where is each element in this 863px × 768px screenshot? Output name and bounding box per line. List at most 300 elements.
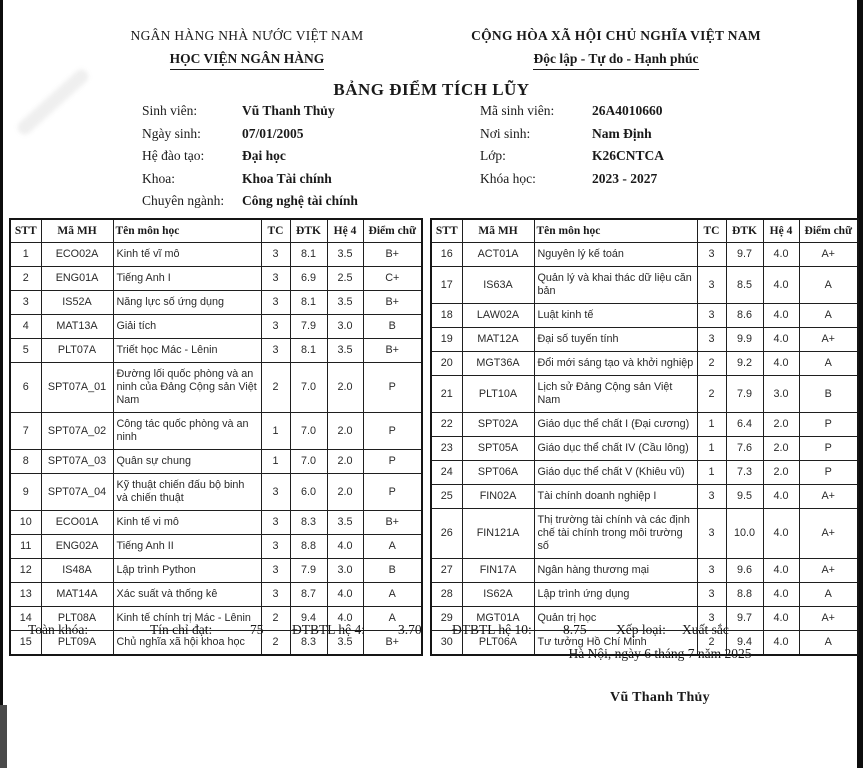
row-stt: 27 (431, 559, 462, 583)
score-10: 8.1 (290, 339, 327, 363)
table-header-row (431, 219, 858, 243)
student-name-label: Sinh viên: (142, 103, 198, 118)
course-code: FIN121A (462, 509, 534, 559)
score-4: 4.0 (763, 631, 799, 656)
course-name: Năng lực số ứng dụng (113, 291, 261, 315)
info-row-birth-date (142, 126, 358, 149)
info-row-birth-place (480, 126, 664, 149)
letter-grade: A (799, 631, 858, 656)
score-10: 6.4 (726, 413, 763, 437)
birth-place-label: Nơi sinh: (480, 125, 531, 141)
letter-grade: A (799, 304, 858, 328)
student-id-value: 26A4010660 (592, 103, 663, 118)
course-name: Đổi mới sáng tạo và khởi nghiệp (534, 352, 697, 376)
row-stt: 18 (431, 304, 462, 328)
course-code: FIN02A (462, 485, 534, 509)
credits: 3 (261, 559, 290, 583)
course-name: Giáo dục thể chất IV (Cầu lông) (534, 437, 697, 461)
score-4: 4.0 (763, 352, 799, 376)
letter-grade: A (363, 535, 422, 559)
table-row (10, 291, 422, 315)
course-name: Nguyên lý kế toán (534, 243, 697, 267)
table-row (431, 461, 858, 485)
score-4: 4.0 (763, 607, 799, 631)
credits: 1 (697, 437, 726, 461)
score-10: 9.2 (726, 352, 763, 376)
letter-grade: P (363, 413, 422, 450)
score-4: 2.0 (763, 437, 799, 461)
row-stt: 6 (10, 363, 41, 413)
score-4: 2.0 (327, 413, 363, 450)
course-code: MGT01A (462, 607, 534, 631)
row-stt: 14 (10, 607, 41, 631)
page-title: BẢNG ĐIỂM TÍCH LŨY (333, 80, 530, 99)
course-code: PLT10A (462, 376, 534, 413)
credits: 3 (261, 267, 290, 291)
course-name: Kỹ thuật chiến đấu bộ binh và chiến thuật (113, 474, 261, 511)
table-row (10, 474, 422, 511)
score-10: 7.9 (290, 315, 327, 339)
course-code: ENG01A (41, 267, 113, 291)
score-4: 3.0 (327, 315, 363, 339)
score-10: 7.0 (290, 413, 327, 450)
score-4: 3.0 (327, 559, 363, 583)
letter-grade: A (363, 583, 422, 607)
class-value: K26CNTCA (592, 148, 665, 164)
table-row (10, 450, 422, 474)
score-10: 8.1 (290, 243, 327, 267)
program-value: Đại học (242, 148, 286, 164)
header-score-10: ĐTK (290, 219, 327, 243)
row-stt: 21 (431, 376, 462, 413)
row-stt: 13 (10, 583, 41, 607)
row-stt: 15 (10, 631, 41, 656)
credits: 3 (697, 607, 726, 631)
letter-grade: A (799, 352, 858, 376)
info-row-major (142, 193, 358, 216)
table-row (10, 243, 422, 267)
header-course-name: Tên môn học (534, 219, 697, 243)
header-score-10: ĐTK (726, 219, 763, 243)
score-10: 9.4 (290, 607, 327, 631)
score-4: 4.0 (763, 485, 799, 509)
table-row (10, 583, 422, 607)
credits: 3 (261, 583, 290, 607)
course-code: SPT07A_03 (41, 450, 113, 474)
course-name: Thị trường tài chính và các định chế tài chính trong môi trường số (534, 509, 697, 559)
score-4: 3.5 (327, 511, 363, 535)
course-name: Quản lý và khai thác dữ liệu căn bản (534, 267, 697, 304)
course-code: SPT07A_02 (41, 413, 113, 450)
classification-label: Xếp loại: (616, 622, 666, 637)
table-row (431, 485, 858, 509)
date-place-line: Hà Nội, ngày 6 tháng 7 năm 2025 (568, 646, 752, 661)
score-10: 8.7 (290, 583, 327, 607)
score-10: 9.6 (726, 559, 763, 583)
row-stt: 3 (10, 291, 41, 315)
table-row (10, 511, 422, 535)
table-row (431, 376, 858, 413)
course-code: SPT07A_01 (41, 363, 113, 413)
letter-grade: A+ (799, 243, 858, 267)
course-name: Tiếng Anh I (113, 267, 261, 291)
program-label: Hệ đào tạo: (142, 148, 205, 164)
scan-edge-left (0, 0, 3, 705)
birth-date-value: 07/01/2005 (242, 125, 304, 141)
course-code: MAT13A (41, 315, 113, 339)
course-name: Tiếng Anh II (113, 535, 261, 559)
score-4: 3.5 (327, 243, 363, 267)
score-10: 7.0 (290, 363, 327, 413)
row-stt: 28 (431, 583, 462, 607)
birth-place-value: Nam Định (592, 125, 652, 141)
row-stt: 4 (10, 315, 41, 339)
course-name: Chủ nghĩa xã hội khoa học (113, 631, 261, 656)
info-row-student-id (480, 103, 664, 126)
course-name: Ngân hàng thương mại (534, 559, 697, 583)
letter-grade: B+ (363, 291, 422, 315)
course-name: Giáo dục thể chất I (Đại cương) (534, 413, 697, 437)
credits: 3 (261, 315, 290, 339)
row-stt: 29 (431, 607, 462, 631)
letter-grade: A+ (799, 559, 858, 583)
course-name: Tư tưởng Hồ Chí Minh (534, 631, 697, 656)
course-code: ENG02A (41, 535, 113, 559)
letter-grade: B+ (363, 339, 422, 363)
table-row (10, 413, 422, 450)
issuer-parent-org: NGÂN HÀNG NHÀ NƯỚC VIỆT NAM (130, 28, 364, 43)
score-10: 8.5 (726, 267, 763, 304)
credits: 3 (261, 243, 290, 267)
letter-grade: C+ (363, 267, 422, 291)
letter-grade: A+ (799, 607, 858, 631)
course-code: SPT06A (462, 461, 534, 485)
grade-tables (9, 218, 857, 656)
score-10: 8.3 (290, 511, 327, 535)
course-name: Kinh tế vi mô (113, 511, 261, 535)
score-4: 3.5 (327, 631, 363, 656)
row-stt: 26 (431, 509, 462, 559)
header-credits: TC (697, 219, 726, 243)
credits: 3 (697, 583, 726, 607)
credits: 3 (261, 535, 290, 559)
credits: 3 (261, 339, 290, 363)
course-name: Công tác quốc phòng và an ninh (113, 413, 261, 450)
student-name-value: Vũ Thanh Thủy (242, 103, 335, 118)
score-4: 4.0 (763, 583, 799, 607)
credits: 2 (261, 631, 290, 656)
credits: 3 (697, 243, 726, 267)
credits: 1 (261, 450, 290, 474)
table-row (10, 363, 422, 413)
course-code: SPT05A (462, 437, 534, 461)
score-4: 2.0 (327, 450, 363, 474)
course-name: Lập trình Python (113, 559, 261, 583)
cohort-label: Khóa học: (480, 170, 536, 186)
course-name: Quản trị học (534, 607, 697, 631)
table-row (10, 339, 422, 363)
course-code: IS62A (462, 583, 534, 607)
course-code: MAT14A (41, 583, 113, 607)
major-label: Chuyên ngành: (142, 193, 225, 209)
row-stt: 19 (431, 328, 462, 352)
table-row (431, 304, 858, 328)
cohort-value: 2023 - 2027 (592, 170, 658, 186)
credits: 3 (697, 485, 726, 509)
credits: 3 (261, 511, 290, 535)
course-code: PLT06A (462, 631, 534, 656)
course-code: IS63A (462, 267, 534, 304)
letter-grade: A+ (799, 328, 858, 352)
letter-grade: P (363, 363, 422, 413)
credits: 3 (697, 304, 726, 328)
course-code: PLT07A (41, 339, 113, 363)
grade-table-left (9, 218, 423, 656)
score-10: 6.0 (290, 474, 327, 511)
score-4: 4.0 (763, 243, 799, 267)
national-title: CỘNG HÒA XÃ HỘI CHỦ NGHĨA VIỆT NAM (471, 28, 761, 43)
cumulative-summary (0, 622, 863, 642)
score-4: 3.5 (327, 291, 363, 315)
header-course-name: Tên môn học (113, 219, 261, 243)
class-label: Lớp: (480, 148, 506, 164)
score-4: 4.0 (327, 607, 363, 631)
course-code: MGT36A (462, 352, 534, 376)
row-stt: 25 (431, 485, 462, 509)
row-stt: 2 (10, 267, 41, 291)
course-name: Kinh tế vĩ mô (113, 243, 261, 267)
score-4: 4.0 (763, 304, 799, 328)
score-4: 2.0 (763, 461, 799, 485)
score-4: 4.0 (763, 328, 799, 352)
table-row (431, 509, 858, 559)
score-10: 9.5 (726, 485, 763, 509)
course-code: ACT01A (462, 243, 534, 267)
score-10: 9.4 (726, 631, 763, 656)
course-name: Đường lối quốc phòng và an ninh của Đảng Cộng sản Việt Nam (113, 363, 261, 413)
credits: 3 (261, 291, 290, 315)
credits: 3 (697, 559, 726, 583)
course-code: ECO02A (41, 243, 113, 267)
score-4: 2.0 (327, 363, 363, 413)
letter-grade: P (363, 450, 422, 474)
header-course-code: Mã MH (462, 219, 534, 243)
course-code: SPT02A (462, 413, 534, 437)
student-info-left (142, 103, 358, 216)
course-name: Lập trình ứng dụng (534, 583, 697, 607)
row-stt: 12 (10, 559, 41, 583)
scan-watermark-artifact (15, 67, 91, 138)
table-row (10, 267, 422, 291)
score-10: 8.6 (726, 304, 763, 328)
table-row (10, 315, 422, 339)
credits: 2 (261, 607, 290, 631)
course-code: PLT09A (41, 631, 113, 656)
score-10: 8.8 (290, 535, 327, 559)
course-name: Quân sự chung (113, 450, 261, 474)
faculty-value: Khoa Tài chính (242, 170, 332, 186)
row-stt: 11 (10, 535, 41, 559)
course-code: ECO01A (41, 511, 113, 535)
classification-value: Xuất sắc (682, 622, 729, 637)
course-code: PLT08A (41, 607, 113, 631)
row-stt: 9 (10, 474, 41, 511)
course-code: SPT07A_04 (41, 474, 113, 511)
row-stt: 5 (10, 339, 41, 363)
row-stt: 22 (431, 413, 462, 437)
course-code: LAW02A (462, 304, 534, 328)
letter-grade: B+ (363, 511, 422, 535)
course-code: IS52A (41, 291, 113, 315)
score-10: 10.0 (726, 509, 763, 559)
total-course-label: Toàn khóa: (28, 622, 89, 637)
header-letter-grade: Điểm chữ (799, 219, 858, 243)
info-row-student-name (142, 103, 358, 126)
score-4: 4.0 (763, 267, 799, 304)
letter-grade: B (799, 376, 858, 413)
gpa-4-value: 3.70 (398, 622, 422, 637)
letter-grade: A (799, 583, 858, 607)
grade-table-right (430, 218, 859, 656)
score-10: 9.9 (726, 328, 763, 352)
row-stt: 10 (10, 511, 41, 535)
gpa-10-value: 8.75 (563, 622, 587, 637)
course-name: Xác suất và thống kê (113, 583, 261, 607)
credits: 2 (261, 363, 290, 413)
score-4: 2.5 (327, 267, 363, 291)
letter-grade: A+ (799, 485, 858, 509)
course-name: Đại số tuyến tính (534, 328, 697, 352)
credits-earned-label: Tín chỉ đạt: (150, 622, 213, 637)
table-row (431, 559, 858, 583)
score-10: 7.3 (726, 461, 763, 485)
score-10: 9.7 (726, 243, 763, 267)
info-row-class (480, 148, 664, 171)
row-stt: 30 (431, 631, 462, 656)
credits: 3 (697, 328, 726, 352)
letter-grade: B (363, 315, 422, 339)
table-row (431, 328, 858, 352)
header-stt: STT (431, 219, 462, 243)
row-stt: 23 (431, 437, 462, 461)
course-code: IS48A (41, 559, 113, 583)
letter-grade: A (799, 267, 858, 304)
score-4: 2.0 (763, 413, 799, 437)
header-stt: STT (10, 219, 41, 243)
course-name: Luật kinh tế (534, 304, 697, 328)
score-4: 4.0 (327, 535, 363, 559)
header-score-4: Hệ 4 (763, 219, 799, 243)
letter-grade: B+ (363, 243, 422, 267)
letter-grade: A+ (799, 509, 858, 559)
score-4: 3.5 (327, 339, 363, 363)
score-10: 8.3 (290, 631, 327, 656)
gpa-10-label: ĐTBTL hệ 10: (452, 622, 532, 637)
letter-grade: P (799, 437, 858, 461)
credits: 2 (697, 376, 726, 413)
table-header-row (10, 219, 422, 243)
issuer-block (112, 28, 382, 70)
table-row (10, 559, 422, 583)
scan-edge-left-bottom (0, 705, 7, 768)
letter-grade: B+ (363, 631, 422, 656)
score-4: 4.0 (763, 559, 799, 583)
course-name: Tài chính doanh nghiệp I (534, 485, 697, 509)
score-10: 7.9 (726, 376, 763, 413)
gpa-4-label: ĐTBTL hệ 4: (292, 622, 365, 637)
table-row (431, 267, 858, 304)
credits: 1 (261, 413, 290, 450)
letter-grade: P (799, 461, 858, 485)
table-row (431, 583, 858, 607)
row-stt: 1 (10, 243, 41, 267)
row-stt: 20 (431, 352, 462, 376)
credits: 2 (697, 631, 726, 656)
credits: 3 (261, 474, 290, 511)
faculty-label: Khoa: (142, 170, 175, 186)
score-4: 4.0 (327, 583, 363, 607)
score-10: 9.7 (726, 607, 763, 631)
score-10: 7.6 (726, 437, 763, 461)
info-row-program (142, 148, 358, 171)
header-letter-grade: Điểm chữ (363, 219, 422, 243)
table-row (10, 535, 422, 559)
course-name: Giáo dục thể chất V (Khiêu vũ) (534, 461, 697, 485)
course-name: Kinh tế chính trị Mác - Lênin (113, 607, 261, 631)
score-10: 7.0 (290, 450, 327, 474)
row-stt: 24 (431, 461, 462, 485)
letter-grade: P (799, 413, 858, 437)
info-row-faculty (142, 171, 358, 194)
course-code: MAT12A (462, 328, 534, 352)
credits: 2 (697, 352, 726, 376)
credits: 3 (697, 267, 726, 304)
table-row (431, 243, 858, 267)
national-motto: Độc lập - Tự do - Hạnh phúc (533, 51, 698, 70)
course-code: FIN17A (462, 559, 534, 583)
row-stt: 7 (10, 413, 41, 450)
signature-name: Vũ Thanh Thủy (610, 690, 710, 705)
info-row-cohort (480, 171, 664, 194)
credits: 1 (697, 461, 726, 485)
letter-grade: P (363, 474, 422, 511)
course-name: Triết học Mác - Lênin (113, 339, 261, 363)
header-score-4: Hệ 4 (327, 219, 363, 243)
score-4: 4.0 (763, 509, 799, 559)
row-stt: 8 (10, 450, 41, 474)
letter-grade: B (363, 559, 422, 583)
score-4: 2.0 (327, 474, 363, 511)
table-row (431, 413, 858, 437)
row-stt: 16 (431, 243, 462, 267)
row-stt: 17 (431, 267, 462, 304)
table-row (431, 352, 858, 376)
header-credits: TC (261, 219, 290, 243)
course-name: Giải tích (113, 315, 261, 339)
credits: 3 (697, 509, 726, 559)
score-10: 8.8 (726, 583, 763, 607)
course-name: Lịch sử Đảng Cộng sản Việt Nam (534, 376, 697, 413)
letter-grade: A (363, 607, 422, 631)
score-10: 6.9 (290, 267, 327, 291)
birth-date-label: Ngày sinh: (142, 125, 201, 141)
table-row (431, 437, 858, 461)
student-info-right (480, 103, 664, 193)
credits: 1 (697, 413, 726, 437)
header-course-code: Mã MH (41, 219, 113, 243)
score-4: 3.0 (763, 376, 799, 413)
major-value: Công nghệ tài chính (242, 193, 358, 209)
